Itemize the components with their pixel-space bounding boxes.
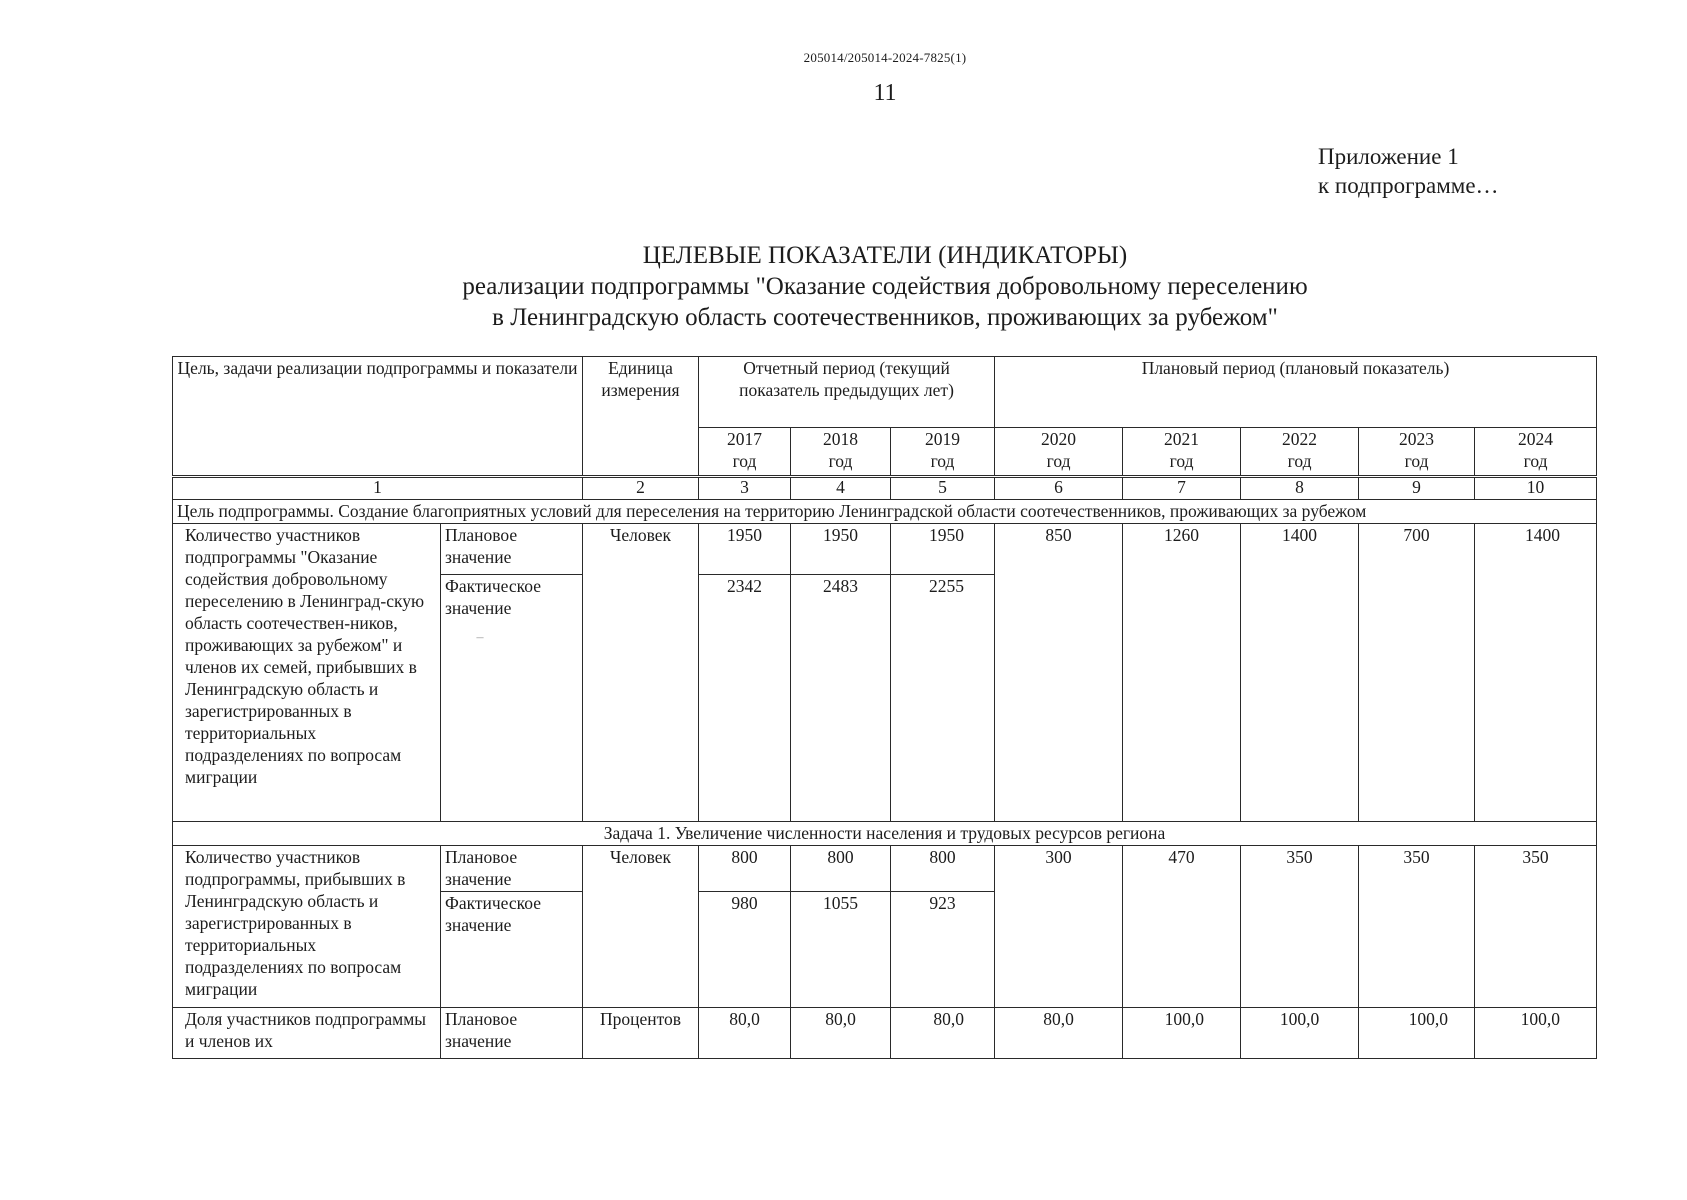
indicator-3-planned-value: 100,0 xyxy=(1123,1008,1241,1059)
indicator-2-planned-value: 300 xyxy=(995,846,1123,1008)
indicator-2-fact-value: 923 xyxy=(891,892,995,1008)
indicator-2-plan-value: 800 xyxy=(791,846,891,892)
indicator-2-plan-value: 800 xyxy=(699,846,791,892)
indicator-1-plan-value: 1950 xyxy=(891,524,995,575)
column-number: 2 xyxy=(583,477,699,500)
indicator-1-planned-value: 1400 xyxy=(1241,524,1359,822)
header-year-2024: 2024 год xyxy=(1475,428,1597,477)
indicator-2-unit: Человек xyxy=(583,846,699,1008)
indicator-1-plan-label: Плановое значение xyxy=(441,524,583,575)
indicator-1-planned-value: 850 xyxy=(995,524,1123,822)
indicator-1-plan-value: 1950 xyxy=(699,524,791,575)
column-number: 8 xyxy=(1241,477,1359,500)
indicator-2-planned-value: 470 xyxy=(1123,846,1241,1008)
indicator-1-planned-value: 1400 xyxy=(1475,524,1597,822)
header-planned-period: Плановый период (плановый показатель) xyxy=(995,357,1597,428)
indicator-3-name: Доля участников подпрограммы и членов их xyxy=(173,1008,441,1059)
indicator-2-fact-value: 980 xyxy=(699,892,791,1008)
document-id: 205014/205014-2024-7825(1) xyxy=(803,50,967,65)
title-line-1: ЦЕЛЕВЫЕ ПОКАЗАТЕЛИ (ИНДИКАТОРЫ) xyxy=(642,242,1128,269)
header-year-2019: 2019 год xyxy=(891,428,995,477)
appendix-reference xyxy=(1318,142,1499,200)
page-number: 11 xyxy=(873,80,897,106)
indicator-1-fact-value: 2255 xyxy=(891,575,995,822)
header-year-2018: 2018 год xyxy=(791,428,891,477)
indicator-2-plan-value: 800 xyxy=(891,846,995,892)
goal-row: Цель подпрограммы. Создание благоприятных условий для переселения на территорию Ленинградской области соотечественников, проживающих за рубежом xyxy=(173,500,1597,524)
indicator-2-plan-label: Плановое значение xyxy=(441,846,583,892)
indicator-1-plan-value: 1950 xyxy=(791,524,891,575)
indicator-1-planned-value: 700 xyxy=(1359,524,1475,822)
title-line-3: в Ленинградскую область соотечественников, проживающих за рубежом" xyxy=(492,304,1278,331)
title-line-2: реализации подпрограммы "Оказание содействия добровольному переселению xyxy=(462,273,1308,300)
indicator-3-plan-value: 80,0 xyxy=(791,1008,891,1059)
indicators-table xyxy=(172,356,1597,1059)
indicator-1-fact-value: 2483 xyxy=(791,575,891,822)
column-number: 3 xyxy=(699,477,791,500)
column-number: 9 xyxy=(1359,477,1475,500)
header-year-2017: 2017 год xyxy=(699,428,791,477)
indicator-2-name: Количество участников подпрограммы, прибывших в Ленинградскую область и зарегистрированных в территориальных подразделениях по вопросам миграции xyxy=(173,846,441,1008)
indicator-1-fact-value: 2342 xyxy=(699,575,791,822)
indicator-3-unit: Процентов xyxy=(583,1008,699,1059)
header-year-2021: 2021 год xyxy=(1123,428,1241,477)
header-unit: Единица измерения xyxy=(583,357,699,477)
indicator-3-planned-value: 100,0 xyxy=(1475,1008,1597,1059)
column-number: 6 xyxy=(995,477,1123,500)
indicator-1-fact-label: Фактическое значение – xyxy=(441,575,583,822)
indicator-1-name: Количество участников подпрограммы "Оказание содействия добровольному переселению в Ленинград-скую область соотечествен-ников, проживающих за рубежом" и членов их семей, прибывших в Ленинградскую область и зарегистрированных в территориальных подразделениях по вопросам миграции xyxy=(173,524,441,822)
appendix-line-1: Приложение 1 xyxy=(1318,144,1459,169)
indicator-2-fact-value: 1055 xyxy=(791,892,891,1008)
column-number: 4 xyxy=(791,477,891,500)
header-year-2020: 2020 год xyxy=(995,428,1123,477)
column-number: 1 xyxy=(173,477,583,500)
document-title xyxy=(0,240,1687,333)
indicator-1-planned-value: 1260 xyxy=(1123,524,1241,822)
appendix-line-2: к подпрограмме… xyxy=(1318,173,1499,198)
indicator-2-planned-value: 350 xyxy=(1241,846,1359,1008)
header-year-2023: 2023 год xyxy=(1359,428,1475,477)
column-number: 7 xyxy=(1123,477,1241,500)
task-1-row: Задача 1. Увеличение численности населения и трудовых ресурсов региона xyxy=(173,822,1597,846)
indicator-3-planned-value: 100,0 xyxy=(1359,1008,1475,1059)
column-number: 5 xyxy=(891,477,995,500)
header-goal-tasks: Цель, задачи реализации подпрограммы и показатели xyxy=(173,357,583,477)
column-number: 10 xyxy=(1475,477,1597,500)
indicator-2-planned-value: 350 xyxy=(1475,846,1597,1008)
indicator-1-unit: Человек xyxy=(583,524,699,822)
header-reporting-period: Отчетный период (текущий показатель предыдущих лет) xyxy=(699,357,995,428)
header-year-2022: 2022 год xyxy=(1241,428,1359,477)
indicator-3-plan-value: 80,0 xyxy=(891,1008,995,1059)
indicator-2-planned-value: 350 xyxy=(1359,846,1475,1008)
indicator-2-fact-label: Фактическое значение xyxy=(441,892,583,1008)
indicator-3-plan-value: 80,0 xyxy=(699,1008,791,1059)
indicator-3-plan-label: Плановое значение xyxy=(441,1008,583,1059)
indicator-3-planned-value: 100,0 xyxy=(1241,1008,1359,1059)
indicator-3-planned-value: 80,0 xyxy=(995,1008,1123,1059)
